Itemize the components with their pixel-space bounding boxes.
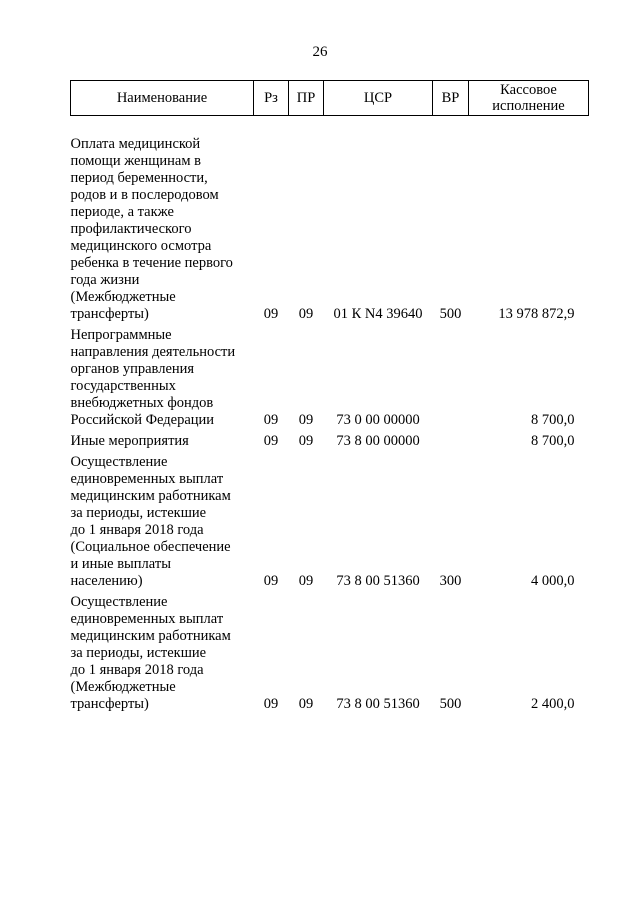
row-name-line: Непрограммные — [70, 327, 172, 343]
row-rz: 09 — [263, 696, 279, 712]
row-name-line: (Межбюджетные — [70, 289, 176, 305]
row-name-line: населению) — [70, 573, 143, 589]
row-name-line: трансферты) — [70, 696, 149, 712]
header-name: Наименование — [71, 81, 254, 116]
row-name-line: Оплата медицинской — [70, 136, 201, 152]
row-name-line: направления деятельности — [70, 344, 236, 360]
table-row — [71, 594, 589, 717]
row-name-line: года жизни — [70, 272, 140, 288]
row-name — [71, 433, 254, 454]
row-vr: 500 — [439, 696, 462, 712]
row-name-line: до 1 января 2018 года — [70, 662, 204, 678]
row-name-line: медицинским работникам — [70, 628, 231, 644]
header-cash-execution-line1: Кассовое — [500, 82, 557, 98]
header-rz: Рз — [254, 81, 289, 116]
header-pr: ПР — [289, 81, 324, 116]
table-row — [71, 327, 589, 433]
row-name-line: период беременности, — [70, 170, 208, 186]
row-name — [71, 136, 254, 327]
table-row — [71, 136, 589, 327]
row-name-line: Иные мероприятия — [70, 433, 189, 449]
row-name-line: родов и в послеродовом — [70, 187, 219, 203]
row-vr — [433, 327, 469, 433]
row-name-line: за периоды, истекшие — [70, 505, 207, 521]
row-name-line: (Межбюджетные — [70, 679, 176, 695]
budget-execution-table — [70, 80, 589, 717]
row-cash-execution: 13 978 872,9 — [498, 306, 575, 322]
row-cash-execution: 8 700,0 — [531, 433, 575, 449]
row-csr: 01 К N4 39640 — [333, 306, 423, 322]
row-pr: 09 — [298, 433, 314, 449]
row-rz: 09 — [263, 412, 279, 428]
row-pr: 09 — [298, 696, 314, 712]
row-name-line: единовременных выплат — [70, 611, 224, 627]
header-cash-execution-line2: исполнение — [492, 98, 565, 114]
row-csr: 73 8 00 51360 — [336, 573, 420, 589]
row-name-line: органов управления — [70, 361, 195, 377]
row-cash-execution: 2 400,0 — [531, 696, 575, 712]
page-number: 26 — [312, 44, 328, 60]
row-name-line: трансферты) — [70, 306, 149, 322]
row-name-line: (Социальное обеспечение — [70, 539, 231, 555]
table-body — [71, 116, 589, 718]
row-name-line: внебюджетных фондов — [70, 395, 214, 411]
header-vr: ВР — [433, 81, 469, 116]
row-name-line: Осуществление — [70, 454, 168, 470]
row-name-line: медицинского осмотра — [70, 238, 212, 254]
row-csr: 73 8 00 51360 — [336, 696, 420, 712]
row-vr: 500 — [439, 306, 462, 322]
row-name-line: до 1 января 2018 года — [70, 522, 204, 538]
row-name-line: государственных — [70, 378, 176, 394]
row-pr: 09 — [298, 412, 314, 428]
row-name-line: и иные выплаты — [70, 556, 171, 572]
row-name-line: ребенка в течение первого — [70, 255, 233, 271]
row-name-line: единовременных выплат — [70, 471, 224, 487]
row-name-line: Осуществление — [70, 594, 168, 610]
row-name-line: Российской Федерации — [70, 412, 215, 428]
row-rz: 09 — [263, 306, 279, 322]
table-row — [71, 454, 589, 594]
header-gap — [71, 116, 589, 137]
row-cash-execution: 4 000,0 — [531, 573, 575, 589]
row-name-line: медицинским работникам — [70, 488, 231, 504]
row-rz: 09 — [263, 573, 279, 589]
row-cash-execution: 8 700,0 — [531, 412, 575, 428]
row-name — [71, 327, 254, 433]
row-pr: 09 — [298, 573, 314, 589]
table-header-row — [71, 81, 589, 116]
row-name — [71, 454, 254, 594]
row-vr — [433, 433, 469, 454]
row-pr: 09 — [298, 306, 314, 322]
row-vr: 300 — [439, 573, 462, 589]
row-rz: 09 — [263, 433, 279, 449]
row-name — [71, 594, 254, 717]
row-name-line: периоде, а также — [70, 204, 174, 220]
row-name-line: за периоды, истекшие — [70, 645, 207, 661]
row-csr: 73 0 00 00000 — [336, 412, 420, 428]
row-name-line: профилактического — [70, 221, 192, 237]
row-csr: 73 8 00 00000 — [336, 433, 420, 449]
header-cash-execution — [469, 81, 589, 116]
row-name-line: помощи женщинам в — [70, 153, 201, 169]
header-csr: ЦСР — [324, 81, 433, 116]
table-row — [71, 433, 589, 454]
